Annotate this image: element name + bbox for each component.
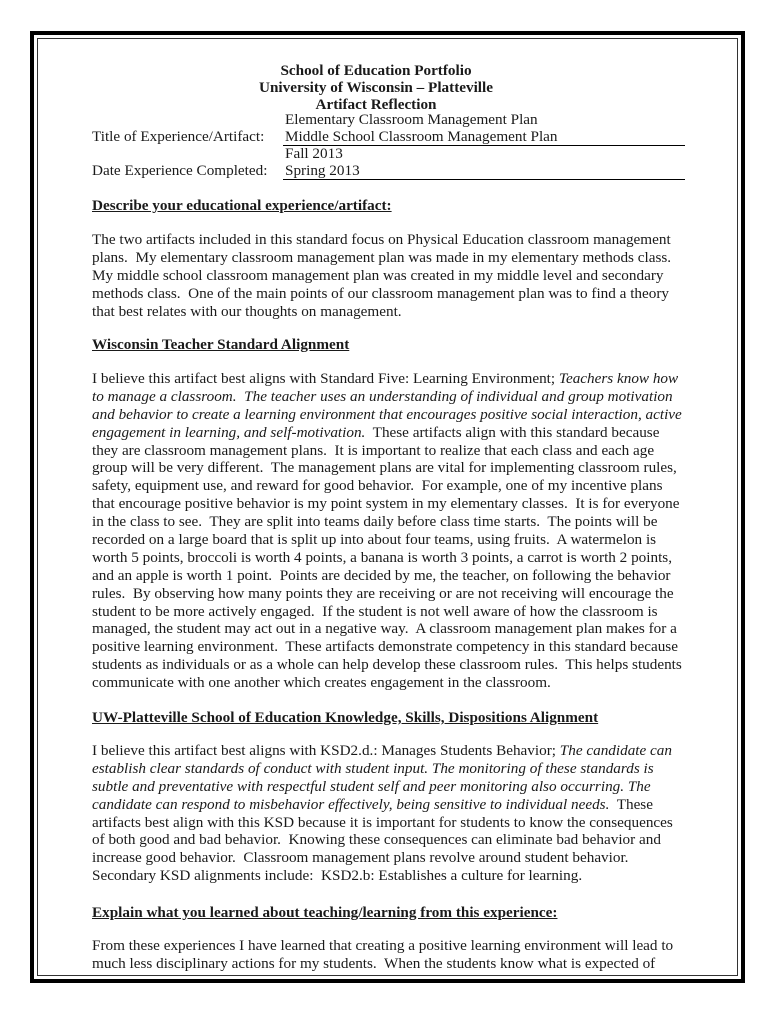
section-heading-learned: Explain what you learned about teaching/learning from this experience: bbox=[92, 904, 558, 921]
paragraph-describe bbox=[92, 231, 671, 320]
title-value-1: Elementary Classroom Management Plan bbox=[285, 111, 538, 128]
italic-text: The candidate can bbox=[559, 742, 672, 759]
text-line bbox=[92, 495, 682, 513]
text-line bbox=[92, 867, 673, 885]
text-segment: These artifacts align with this standard because bbox=[365, 423, 660, 441]
text-line bbox=[92, 603, 682, 621]
text-line bbox=[92, 459, 682, 477]
text-segment: I believe this artifact best aligns with KSD2.d.: Manages Students Behavior; bbox=[92, 742, 560, 759]
paragraph-ksd-alignment bbox=[92, 742, 673, 885]
italic-text: establish clear standards of conduct with student input. The monitoring of these standards is bbox=[92, 759, 654, 777]
text-line bbox=[92, 442, 682, 460]
text-segment: worth 5 points, broccoli is worth 4 points, a banana is worth 3 points, a carrot is worth 2 points, bbox=[92, 548, 673, 566]
title-value-2: Middle School Classroom Management Plan bbox=[285, 128, 558, 145]
text-segment: group will be very different. The management plans are vital for implementing classroom rules, bbox=[92, 459, 677, 477]
date-value-2: Spring 2013 bbox=[285, 162, 360, 179]
text-segment: communicate with one another which creates engagement in the classroom. bbox=[92, 674, 551, 692]
date-value-1: Fall 2013 bbox=[285, 145, 343, 162]
text-line bbox=[92, 656, 682, 674]
paragraph-wts-alignment bbox=[92, 370, 682, 692]
text-line bbox=[92, 477, 682, 495]
text-segment: in the class to see. They are split into teams daily before class time starts. The points will be bbox=[92, 513, 658, 531]
text-segment: increase good behavior. Classroom management plans revolve around student behavior. bbox=[92, 849, 629, 867]
header-artifact-reflection: Artifact Reflection bbox=[315, 96, 437, 113]
text-line bbox=[92, 849, 673, 867]
text-segment: they are classroom management plans. It is important to realize that each class and each age bbox=[92, 441, 655, 459]
title-label: Title of Experience/Artifact: bbox=[92, 128, 265, 145]
header-portfolio: School of Education Portfolio bbox=[280, 62, 472, 79]
text-segment: of both good and bad behavior. Knowing these consequences can eliminate bad behavior and bbox=[92, 831, 661, 849]
text-segment: that encourage positive behavior is my point system in my elementary classes. It is for everyone bbox=[92, 495, 680, 513]
text-segment: positive learning environment. These artifacts demonstrate competency in this standard because bbox=[92, 638, 678, 656]
text-line bbox=[92, 285, 671, 303]
date-underline bbox=[283, 179, 685, 180]
text-line bbox=[92, 231, 671, 249]
text-line bbox=[92, 303, 671, 321]
text-segment: managed, the student may act out in a negative way. A classroom management plan makes for a bbox=[92, 620, 677, 638]
text-segment: The two artifacts included in this standard focus on Physical Education classroom management bbox=[92, 231, 671, 248]
text-segment: My middle school classroom management plan was created in my middle level and secondary bbox=[92, 266, 664, 284]
text-line bbox=[92, 760, 673, 778]
text-segment: and an apple is worth 1 point. Points are decided by me, the teacher, on following the behavior bbox=[92, 566, 671, 584]
text-line bbox=[92, 406, 682, 424]
italic-text: and behavior to create a learning environment that encourages positive social interaction, active bbox=[92, 405, 682, 423]
text-line bbox=[92, 937, 673, 955]
text-segment: artifacts best align with this KSD because it is important for students to know the consequences bbox=[92, 813, 673, 831]
text-segment: much less disciplinary actions for my students. When the students know what is expected of bbox=[92, 954, 656, 972]
text-line bbox=[92, 585, 682, 603]
text-line bbox=[92, 620, 682, 638]
text-line bbox=[92, 955, 673, 973]
italic-text: to manage a classroom. The teacher uses an understanding of individual and group motivation bbox=[92, 387, 673, 405]
text-line bbox=[92, 370, 682, 388]
text-segment: students as individuals or as a whole can help develop these classroom rules. This helps students bbox=[92, 656, 682, 674]
title-underline bbox=[283, 145, 685, 146]
text-line bbox=[92, 796, 673, 814]
text-line bbox=[92, 638, 682, 656]
text-segment: rules. By observing how many points they are receiving or are not receiving will encourage the bbox=[92, 584, 674, 602]
italic-text: subtle and preventative with respectful student self and peer monitoring also occurring. The bbox=[92, 777, 651, 795]
paragraph-learned bbox=[92, 937, 673, 973]
italic-text: candidate can respond to misbehavior effectively, being sensitive to individual needs. bbox=[92, 795, 610, 813]
text-line bbox=[92, 567, 682, 585]
text-segment: methods class. One of the main points of our classroom management plan was to find a theory bbox=[92, 284, 669, 302]
text-segment: that best relates with our thoughts on management. bbox=[92, 302, 402, 320]
text-line bbox=[92, 742, 673, 760]
text-line bbox=[92, 831, 673, 849]
text-segment: These bbox=[609, 795, 653, 813]
text-line bbox=[92, 513, 682, 531]
section-heading-wts-alignment: Wisconsin Teacher Standard Alignment bbox=[92, 336, 350, 353]
text-line bbox=[92, 778, 673, 796]
text-line bbox=[92, 549, 682, 567]
text-segment: I believe this artifact best aligns with Standard Five: Learning Environment; bbox=[92, 370, 559, 387]
text-line bbox=[92, 388, 682, 406]
italic-text: engagement in learning, and self-motivation. bbox=[92, 423, 366, 441]
text-line bbox=[92, 424, 682, 442]
text-line bbox=[92, 531, 682, 549]
date-label: Date Experience Completed: bbox=[92, 162, 268, 179]
text-line bbox=[92, 249, 671, 267]
text-segment: safety, equipment use, and reward for good behavior. For example, one of my incentive plans bbox=[92, 477, 663, 495]
italic-text: Teachers know how bbox=[558, 370, 679, 387]
header-university: University of Wisconsin – Platteville bbox=[259, 79, 493, 96]
text-segment: From these experiences I have learned that creating a positive learning environment will lead to bbox=[92, 937, 674, 954]
text-line bbox=[92, 814, 673, 832]
text-line bbox=[92, 267, 671, 285]
text-segment: plans. My elementary classroom management plan was made in my elementary methods class. bbox=[92, 248, 672, 266]
text-segment: student to be more actively engaged. If the student is not well aware of how the classroom is bbox=[92, 602, 658, 620]
text-line bbox=[92, 674, 682, 692]
section-heading-describe: Describe your educational experience/artifact: bbox=[92, 197, 392, 214]
text-segment: recorded on a large board that is split up into about four teams, using fruits. A watermelon is bbox=[92, 531, 657, 549]
text-segment: Secondary KSD alignments include: KSD2.b: Establishes a culture for learning. bbox=[92, 867, 583, 885]
section-heading-ksd-alignment: UW-Platteville School of Education Knowledge, Skills, Dispositions Alignment bbox=[92, 709, 599, 726]
